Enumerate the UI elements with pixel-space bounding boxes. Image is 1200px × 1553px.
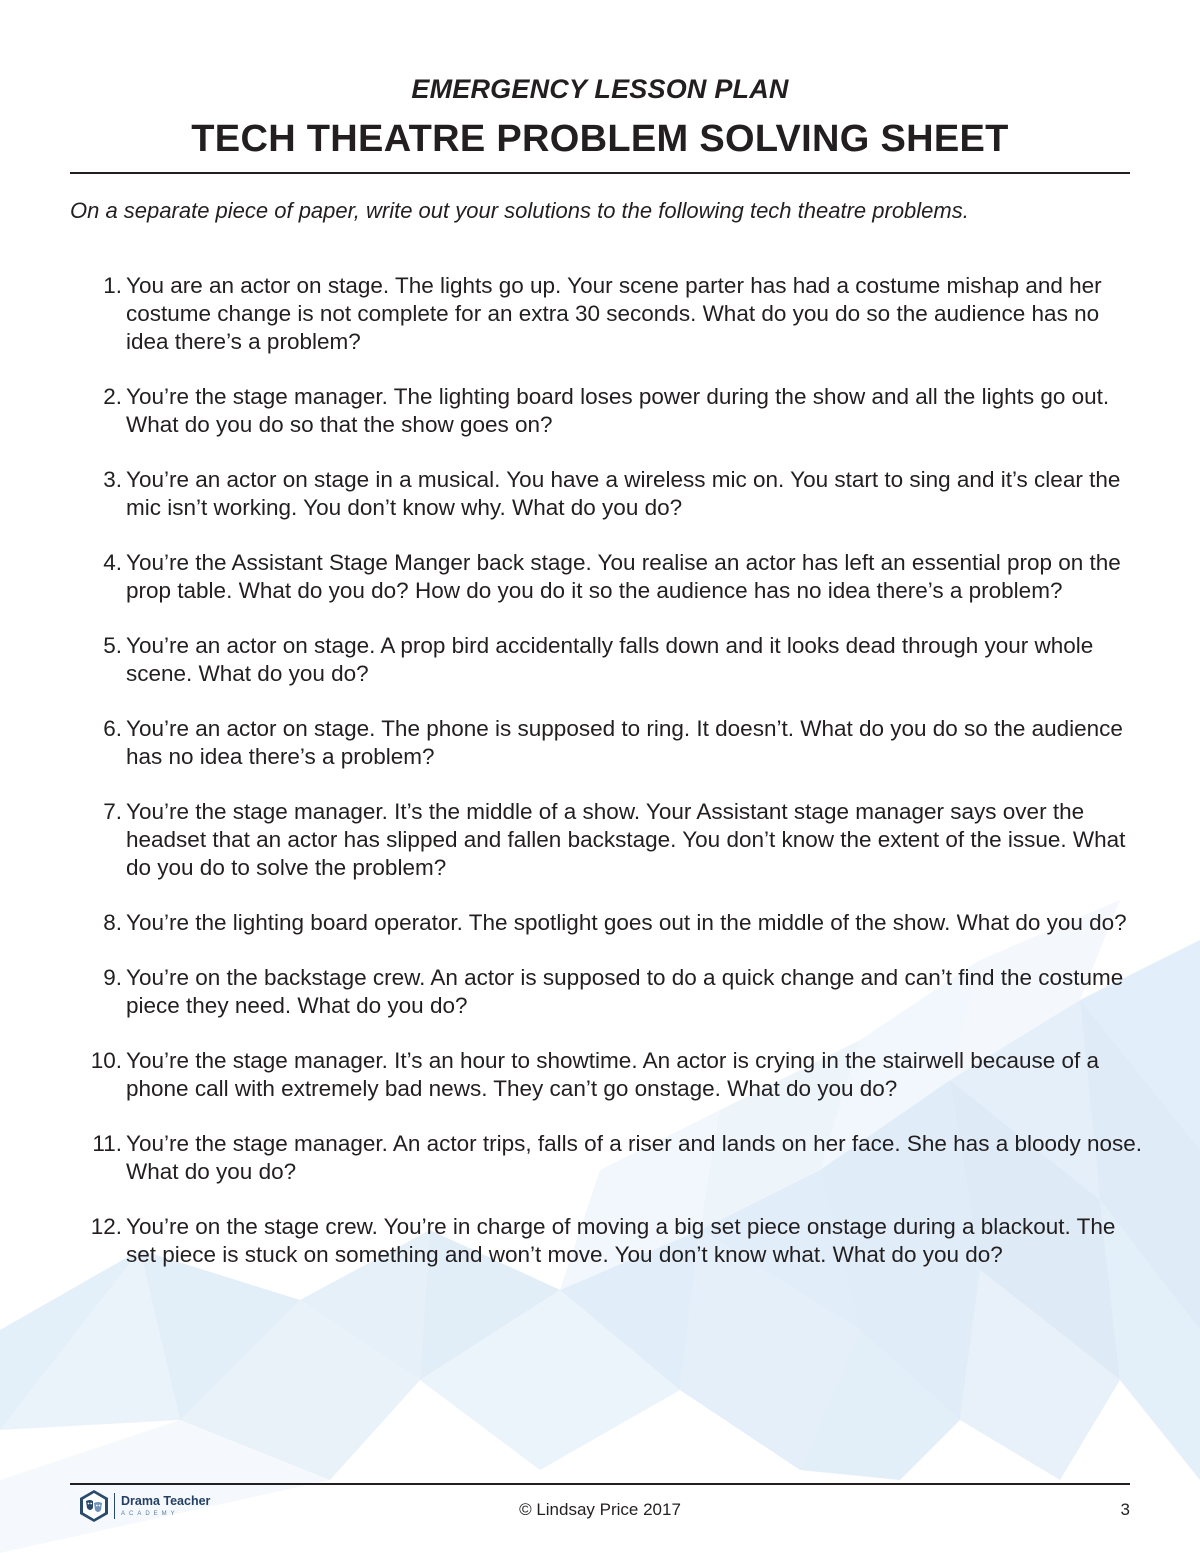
list-item bbox=[70, 272, 1145, 356]
question-number: 3. bbox=[103, 467, 122, 492]
question-list bbox=[70, 272, 1145, 1296]
page-title: TECH THEATRE PROBLEM SOLVING SHEET bbox=[191, 118, 1009, 160]
question-text: You’re the stage manager. It’s the middle of a show. Your Assistant stage manager says over the headset that an actor has slipped and fallen backstage. You don’t know the extent of the issue. What do you do to solve the problem? bbox=[126, 799, 1126, 880]
question-number: 6. bbox=[103, 716, 122, 741]
instructions: On a separate piece of paper, write out your solutions to the following tech theatre problems. bbox=[70, 198, 969, 223]
question-text: You’re an actor on stage. A prop bird accidentally falls down and it looks dead through your whole scene. What do you do? bbox=[126, 633, 1094, 686]
question-text: You’re on the backstage crew. An actor is supposed to do a quick change and can’t find the costume piece they need. What do you do? bbox=[126, 965, 1124, 1018]
list-item bbox=[70, 632, 1145, 688]
question-text: You’re the stage manager. An actor trips, falls of a riser and lands on her face. She has a bloody nose. What do you do? bbox=[126, 1131, 1143, 1184]
question-number: 4. bbox=[103, 550, 122, 575]
header-divider bbox=[70, 172, 1130, 174]
question-number: 10. bbox=[90, 1048, 122, 1073]
list-item bbox=[70, 798, 1145, 882]
question-text: You’re the Assistant Stage Manger back stage. You realise an actor has left an essential prop on the prop table. What do you do? How do you do it so the audience has no idea there’s a problem? bbox=[126, 550, 1121, 603]
question-text: You’re the stage manager. The lighting board loses power during the show and all the lights go out. What do you do so that the show goes on? bbox=[126, 384, 1110, 437]
page-kicker: EMERGENCY LESSON PLAN bbox=[411, 74, 789, 104]
question-number: 12. bbox=[90, 1214, 122, 1239]
list-item bbox=[70, 715, 1145, 771]
list-item bbox=[70, 1213, 1145, 1269]
question-text: You’re an actor on stage in a musical. You have a wireless mic on. You start to sing and it’s clear the mic isn’t working. You don’t know why. What do you do? bbox=[126, 467, 1121, 520]
question-number: 8. bbox=[103, 910, 122, 935]
list-item bbox=[70, 909, 1145, 937]
logo-subtitle: ACADEMY bbox=[121, 1510, 179, 1517]
question-number: 2. bbox=[103, 384, 122, 409]
question-number: 1. bbox=[103, 273, 122, 298]
question-text: You’re an actor on stage. The phone is supposed to ring. It doesn’t. What do you do so the audience has no idea there’s a problem? bbox=[126, 716, 1123, 769]
question-text: You’re the lighting board operator. The spotlight goes out in the middle of the show. What do you do? bbox=[126, 910, 1127, 935]
question-number: 7. bbox=[103, 799, 122, 824]
list-item bbox=[70, 1130, 1145, 1186]
question-text: You’re the stage manager. It’s an hour to showtime. An actor is crying in the stairwell because of a phone call with extremely bad news. They can’t go onstage. What do you do? bbox=[126, 1048, 1100, 1101]
question-text: You’re on the stage crew. You’re in charge of moving a big set piece onstage during a blackout. The set piece is stuck on something and won’t move. You don’t know what. What do you do? bbox=[126, 1214, 1116, 1267]
footer-divider bbox=[70, 1483, 1130, 1485]
list-item bbox=[70, 964, 1145, 1020]
list-item bbox=[70, 549, 1145, 605]
question-text: You are an actor on stage. The lights go up. Your scene parter has had a costume mishap and her costume change is not complete for an extra 30 seconds. What do you do so the audience has no idea there’s a problem? bbox=[126, 273, 1102, 354]
copyright-notice: © Lindsay Price 2017 bbox=[519, 1500, 681, 1519]
question-number: 9. bbox=[103, 965, 122, 990]
page-number: 3 bbox=[1120, 1500, 1130, 1519]
list-item bbox=[70, 1047, 1145, 1103]
question-number: 5. bbox=[103, 633, 122, 658]
list-item bbox=[70, 466, 1145, 522]
list-item bbox=[70, 383, 1145, 439]
question-number: 11. bbox=[92, 1131, 122, 1156]
logo-name: Drama Teacher bbox=[121, 1494, 211, 1509]
